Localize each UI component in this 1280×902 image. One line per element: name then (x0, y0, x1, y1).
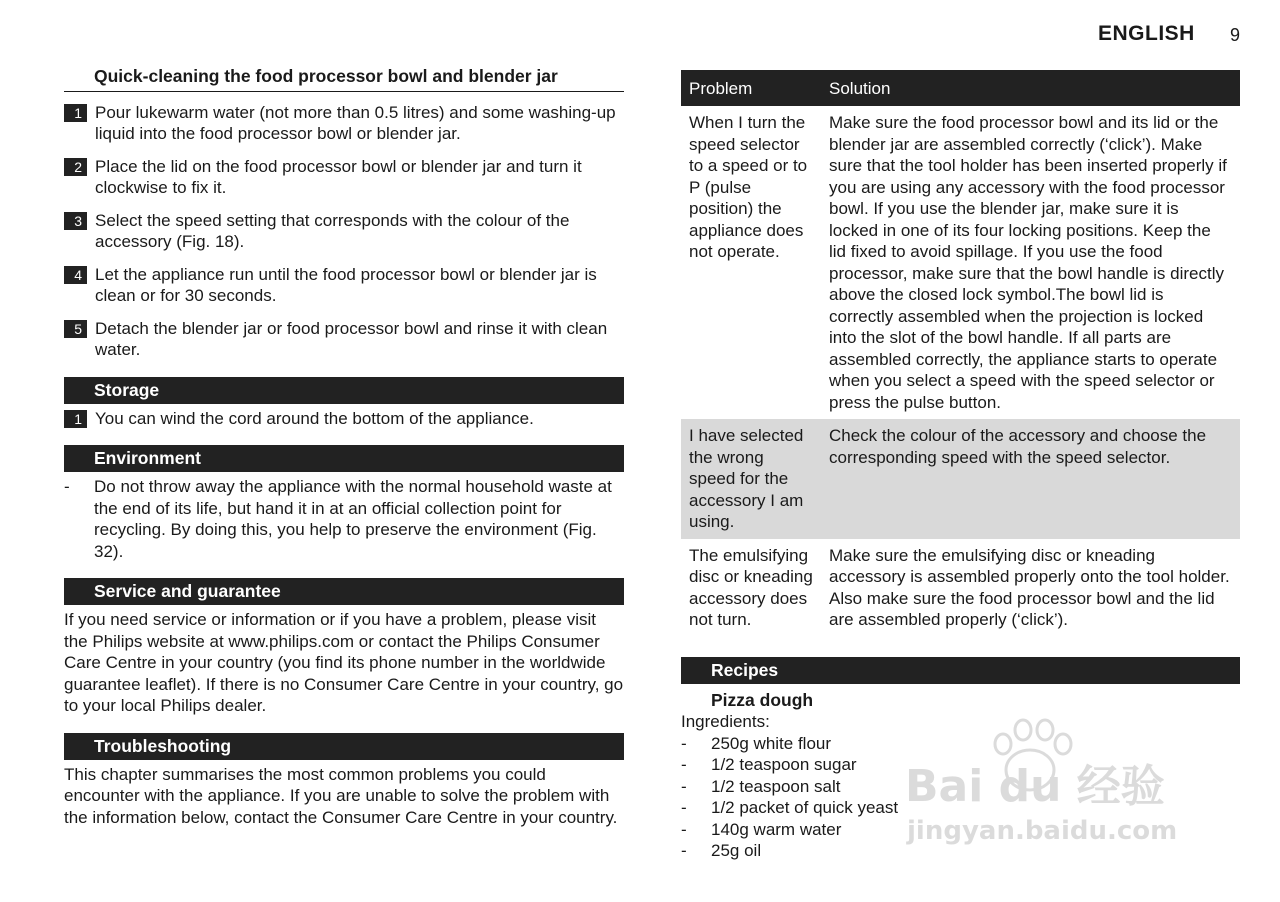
list-item (64, 476, 624, 562)
table-row (681, 419, 1240, 539)
language-label: ENGLISH (1098, 22, 1195, 45)
quick-cleaning-title: Quick-cleaning the food processor bowl and blender jar (64, 66, 624, 92)
ingredient: 25g oil (711, 841, 762, 860)
step-number: 5 (64, 320, 87, 338)
service-text-before: If you need service or information or if you have a problem, please visit the Philips website at (64, 610, 596, 651)
step-number: 1 (64, 410, 87, 428)
troubleshooting-paragraph: This chapter summarises the most common problems you could encounter with the appliance. If you are unable to solve the problem with the information below, contact the Consumer Care Centre in your country. (64, 764, 618, 827)
storage-heading: Storage (64, 377, 624, 404)
ingredient: 250g white flour (711, 733, 832, 753)
ingredient: 1/2 teaspoon sugar (711, 755, 857, 774)
service-paragraph (64, 609, 624, 717)
philips-link[interactable]: www.philips.com (228, 631, 355, 651)
problem-header: Problem (681, 70, 821, 106)
step-number: 3 (64, 212, 87, 230)
dash-bullet: - (681, 776, 687, 796)
step-text: You can wind the cord around the bottom of the appliance. (95, 408, 534, 428)
table-row (681, 539, 1240, 637)
left-column (64, 66, 624, 828)
ingredients-label: Ingredients: (681, 712, 770, 731)
dash-bullet: - (681, 755, 687, 774)
step-item (64, 102, 624, 145)
problem-cell: The emulsifying disc or kneading accessory does not turn. (689, 545, 813, 629)
step-item (64, 210, 624, 253)
dash-bullet: - (64, 477, 70, 496)
step-text: Let the appliance run until the food processor bowl or blender jar is clean or for 30 seconds. (95, 264, 597, 305)
watermark-url: jingyan.baidu.com (907, 816, 1178, 846)
recipe-title: Pizza dough (711, 689, 814, 710)
solution-cell: Make sure the food processor bowl and its lid or the blender jar are assembled correctly (‘click’). Make sure that the tool holder has been inserted properly if you are using any accessory with the food processor bowl. If you use the blender jar, make sure it is locked in one of its four locking positions. Keep the lid fixed to avoid spillage. If you use the food processor, make sure that the bowl handle is directly above the closed lock symbol.The bowl lid is correctly assembled when the projection is locked into the slot of the bowl handle. If all parts are assembled correctly, the appliance starts to operate when you select a speed with the speed selector or press the pulse button. (829, 113, 1227, 412)
solution-cell: Make sure the emulsifying disc or kneading accessory is assembled properly onto the tool holder. Also make sure the food processor bowl and the lid are assembled properly (‘click’). (829, 545, 1230, 629)
dash-bullet: - (681, 841, 687, 860)
ingredient: 1/2 packet of quick yeast (711, 798, 899, 817)
step-number: 4 (64, 266, 87, 284)
dash-bullet: - (681, 819, 687, 839)
problem-cell: I have selected the wrong speed for the accessory I am using. (681, 419, 821, 539)
step-number: 1 (64, 104, 87, 122)
service-text-after: or contact the Philips Consumer Care Centre in your country (you find its phone number in the worldwide guarantee leaflet). If there is no Consumer Care Centre in your country, go to your local Philips dealer. (64, 631, 624, 715)
watermark-logo: Bai du 经验 (905, 761, 1165, 812)
step-text: Place the lid on the food processor bowl or blender jar and turn it clockwise to fix it. (95, 156, 582, 197)
troubleshooting-heading: Troubleshooting (64, 733, 624, 760)
recipes-heading: Recipes (681, 657, 1240, 684)
service-heading: Service and guarantee (64, 578, 624, 605)
step-text: Pour lukewarm water (not more than 0.5 litres) and some washing-up liquid into the food processor bowl or blender jar. (95, 102, 616, 143)
solution-header: Solution (821, 70, 1240, 106)
step-text: Select the speed setting that corresponds with the colour of the accessory (Fig. 18). (95, 210, 570, 251)
dash-bullet: - (681, 733, 687, 753)
step-item (64, 408, 624, 430)
baidu-watermark (905, 712, 1205, 862)
ingredient: 1/2 teaspoon salt (711, 776, 841, 796)
environment-heading: Environment (64, 445, 624, 472)
step-item (64, 156, 624, 199)
solution-cell: Check the colour of the accessory and choose the corresponding speed with the speed selector. (821, 419, 1240, 539)
step-text: Detach the blender jar or food processor bowl and rinse it with clean water. (95, 318, 608, 359)
troubleshooting-table (681, 70, 1240, 637)
ingredient: 140g warm water (711, 819, 842, 839)
step-item (64, 318, 624, 361)
table-row (681, 106, 1240, 419)
table-header-row (681, 70, 1240, 106)
environment-text: Do not throw away the appliance with the normal household waste at the end of its life, but hand it in at an official collection point for recycling. By doing this, you help to preserve the environment (Fig. 32). (94, 477, 612, 561)
step-number: 2 (64, 158, 87, 176)
step-item (64, 264, 624, 307)
dash-bullet: - (681, 798, 687, 817)
problem-cell: When I turn the speed selector to a speed or to P (pulse position) the appliance does not operate. (689, 113, 808, 261)
page-number: 9 (1230, 25, 1241, 45)
